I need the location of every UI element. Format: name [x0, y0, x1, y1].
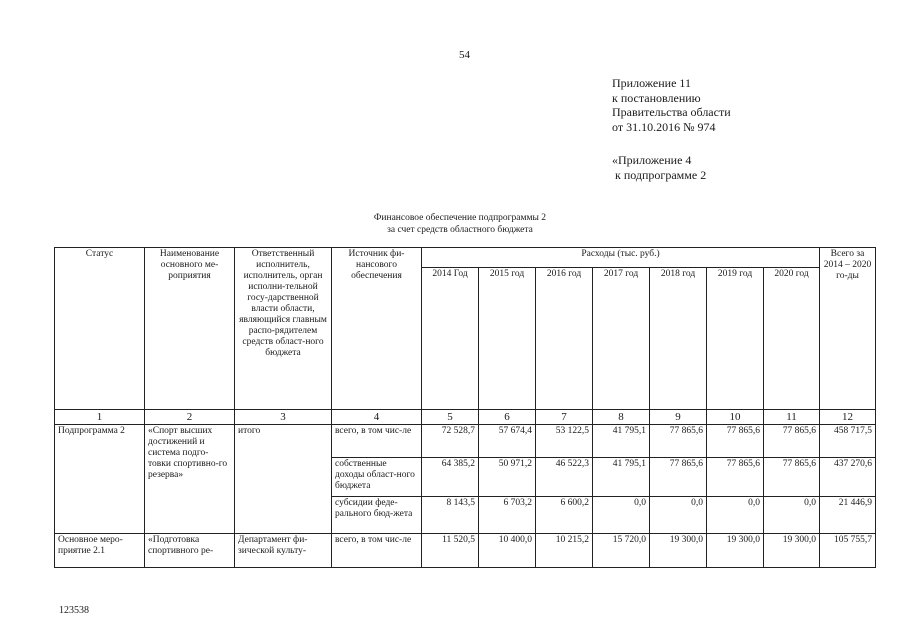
column-number: 3	[235, 410, 332, 425]
expense-value: 8 143,5	[422, 497, 479, 534]
expense-value: 15 720,0	[593, 534, 650, 568]
header-year: 2015 год	[479, 268, 536, 410]
appendix-reference-line: «Приложение 4	[612, 153, 692, 167]
document-code: 123538	[59, 605, 89, 616]
expense-total: 21 446,9	[820, 497, 876, 534]
expense-value: 77 865,6	[707, 425, 764, 458]
header-expenses: Расходы (тыс. руб.)	[422, 248, 820, 268]
column-number-row	[55, 410, 876, 425]
expense-total: 437 270,6	[820, 458, 876, 497]
appendix-line: от 31.10.2016 № 974	[612, 119, 716, 134]
header-year: 2016 год	[536, 268, 593, 410]
header-responsible: Ответственный исполнитель, исполнитель, орган исполни-тельной госу-дарственной власти области, являющийся главным распо-рядителем средств област-ного бюджета	[235, 248, 332, 410]
header-funding-source: Источник фи-нансового обеспечения	[332, 248, 422, 410]
column-number: 11	[764, 410, 820, 425]
column-number: 2	[145, 410, 235, 425]
expense-value: 19 300,0	[650, 534, 707, 568]
funding-source: собственные доходы област-ного бюджета	[332, 458, 422, 497]
measure-responsible: Департамент фи-зической культу-	[235, 534, 332, 568]
expense-total: 458 717,5	[820, 425, 876, 458]
table-title-line: Финансовое обеспечение подпрограммы 2	[373, 213, 547, 223]
table-title-line: за счет средств областного бюджета	[387, 225, 533, 235]
expense-value: 77 865,6	[650, 425, 707, 458]
expense-value: 77 865,6	[650, 458, 707, 497]
expense-value: 77 865,6	[764, 458, 820, 497]
funding-source: всего, в том чис-ле	[332, 534, 422, 568]
appendix-reference-block	[612, 153, 706, 182]
expense-value: 72 528,7	[422, 425, 479, 458]
program-name: «Спорт высших достижений и система подго-товки спортивно-го резерва»	[145, 425, 235, 534]
column-number: 9	[650, 410, 707, 425]
header-status: Статус	[55, 248, 145, 410]
expense-value: 19 300,0	[764, 534, 820, 568]
appendix-block	[612, 76, 731, 134]
expense-value: 53 122,5	[536, 425, 593, 458]
measure-name: «Подготовка спортивного ре-	[145, 534, 235, 568]
expense-value: 0,0	[650, 497, 707, 534]
expense-value: 50 971,2	[479, 458, 536, 497]
expense-total: 105 755,7	[820, 534, 876, 568]
expense-value: 57 674,4	[479, 425, 536, 458]
expense-value: 41 795,1	[593, 458, 650, 497]
appendix-reference-line: к подпрограмме 2	[612, 167, 707, 182]
header-total: Всего за 2014 – 2020 го-ды	[820, 248, 876, 410]
appendix-line: Правительства области	[612, 105, 731, 119]
expense-value: 6 600,2	[536, 497, 593, 534]
expense-value: 77 865,6	[764, 425, 820, 458]
program-responsible: итого	[235, 425, 332, 534]
funding-source: всего, в том чис-ле	[332, 425, 422, 458]
header-year: 2014 Год	[422, 268, 479, 410]
header-year: 2017 год	[593, 268, 650, 410]
header-year: 2019 год	[707, 268, 764, 410]
expense-value: 64 385,2	[422, 458, 479, 497]
column-number: 1	[55, 410, 145, 425]
funding-source: субсидии феде-рального бюд-жета	[332, 497, 422, 534]
page-number: 54	[459, 49, 470, 61]
column-number: 12	[820, 410, 876, 425]
table-row	[55, 425, 876, 458]
header-year: 2020 год	[764, 268, 820, 410]
expense-value: 0,0	[593, 497, 650, 534]
column-number: 6	[479, 410, 536, 425]
expense-value: 46 522,3	[536, 458, 593, 497]
expense-value: 6 703,2	[479, 497, 536, 534]
expense-value: 77 865,6	[707, 458, 764, 497]
header-measure-name: Наименование основного ме-роприятия	[145, 248, 235, 410]
column-number: 7	[536, 410, 593, 425]
measure-status: Основное меро-приятие 2.1	[55, 534, 145, 568]
appendix-line: Приложение 11	[612, 76, 691, 90]
column-number: 10	[707, 410, 764, 425]
table-title	[340, 212, 580, 236]
financing-table	[54, 247, 876, 568]
column-number: 8	[593, 410, 650, 425]
column-number: 4	[332, 410, 422, 425]
column-number: 5	[422, 410, 479, 425]
expense-value: 11 520,5	[422, 534, 479, 568]
expense-value: 0,0	[764, 497, 820, 534]
program-status: Подпрограмма 2	[55, 425, 145, 534]
table-row	[55, 534, 876, 568]
expense-value: 0,0	[707, 497, 764, 534]
expense-value: 10 215,2	[536, 534, 593, 568]
expense-value: 19 300,0	[707, 534, 764, 568]
expense-value: 10 400,0	[479, 534, 536, 568]
appendix-line: к постановлению	[612, 90, 701, 105]
header-year: 2018 год	[650, 268, 707, 410]
expense-value: 41 795,1	[593, 425, 650, 458]
